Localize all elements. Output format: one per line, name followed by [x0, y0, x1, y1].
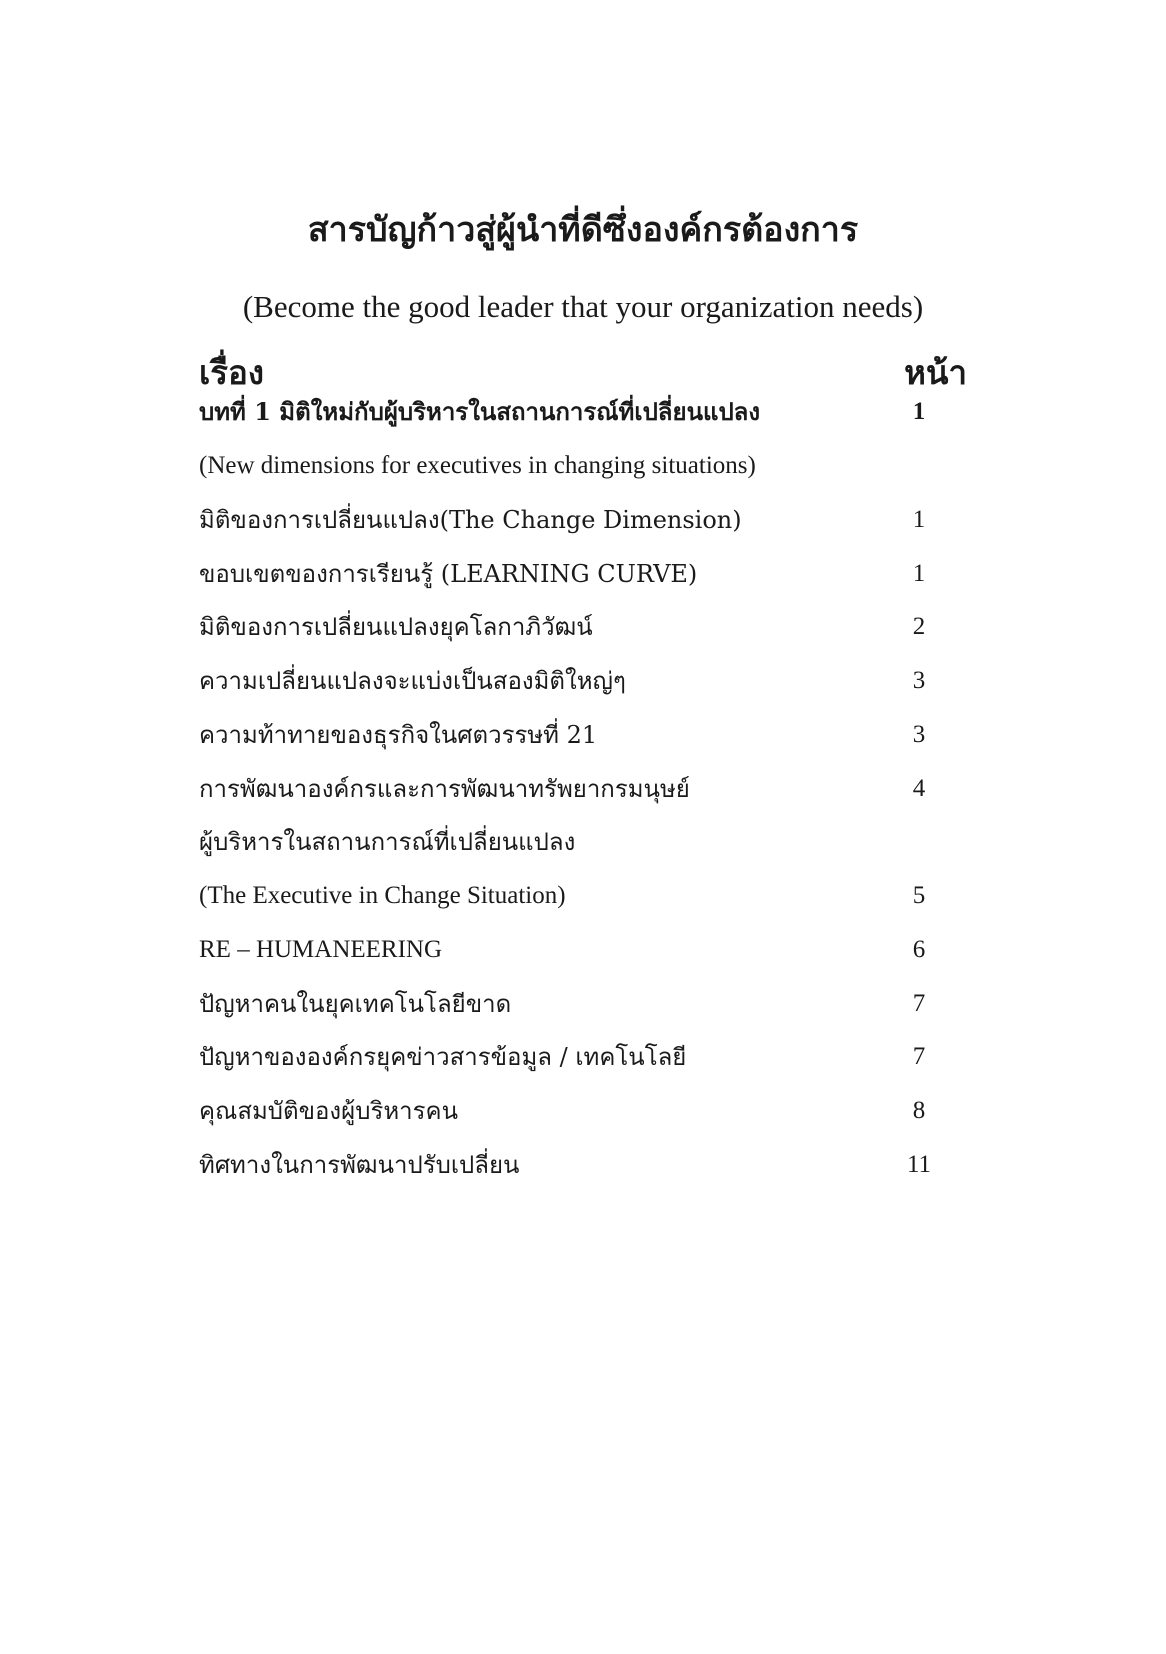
toc-entry-title: (New dimensions for executives in changing situations) — [199, 452, 756, 479]
toc-entry — [199, 711, 939, 759]
toc-entry-page: 5 — [912, 882, 926, 909]
toc-entry-title: (The Executive in Change Situation) — [199, 882, 566, 909]
toc-entry-chapter-1 — [199, 388, 939, 436]
toc-entry-title: RE – HUMANEERING — [199, 936, 443, 963]
toc-entry — [199, 657, 939, 705]
toc-entry-title: ขอบเขตของการเรียนรู้ (LEARNING CURVE) — [199, 560, 698, 588]
toc-entry-page: 4 — [912, 775, 926, 802]
toc-entry — [199, 1087, 939, 1135]
page-column-header: หน้า — [904, 353, 967, 392]
toc-entry-title: มิติของการเปลี่ยนแปลงยุคโลกาภิวัฒน์ — [199, 613, 593, 641]
toc-entry-title: มิติของการเปลี่ยนแปลง(The Change Dimension) — [199, 506, 742, 534]
toc-entry-page: 8 — [912, 1097, 926, 1124]
toc-entry-title: ทิศทางในการพัฒนาปรับเปลี่ยน — [199, 1151, 520, 1179]
page-title: สารบัญก้าวสู่ผู้นำที่ดีซึ่งองค์กรต้องการ — [307, 210, 859, 250]
toc-entry-title: ปัญหาคนในยุคเทคโนโลยีขาด — [199, 990, 512, 1018]
toc-entry-page: 7 — [912, 1043, 926, 1070]
toc-entry — [199, 603, 939, 651]
toc-entry — [199, 550, 939, 598]
toc-entry-page: 7 — [912, 990, 926, 1017]
toc-entry — [199, 442, 939, 490]
toc-entry-title: ความเปลี่ยนแปลงจะแบ่งเป็นสองมิติใหญ่ๆ — [199, 667, 626, 695]
toc-entry-title: ความท้าทายของธุรกิจในศตวรรษที่ 21 — [199, 721, 598, 749]
toc-entry — [199, 926, 939, 974]
toc-entry-title: ผู้บริหารในสถานการณ์ที่เปลี่ยนแปลง — [199, 828, 576, 856]
toc-entry — [199, 1141, 939, 1189]
toc-entry-title: บทที่ 1 มิติใหม่กับผู้บริหารในสถานการณ์ที่เปลี่ยนแปลง — [199, 397, 761, 426]
toc-entry-title: คุณสมบัติของผู้บริหารคน — [199, 1097, 458, 1125]
toc-entry-page: 2 — [912, 613, 926, 640]
toc-entry-page: 3 — [912, 721, 926, 748]
toc-entry-page: 1 — [912, 506, 926, 533]
page-subtitle: (Become the good leader that your organization needs) — [242, 289, 924, 324]
topic-column-header: เรื่อง — [199, 353, 264, 392]
toc-entry — [199, 872, 939, 920]
toc-entry-page: 6 — [912, 936, 926, 963]
toc-entry-page: 11 — [906, 1151, 932, 1178]
toc-entry — [199, 980, 939, 1028]
toc-entry — [199, 818, 939, 866]
toc-entry-page: 1 — [912, 560, 926, 587]
toc-entry — [199, 496, 939, 544]
toc-entry — [199, 1033, 939, 1081]
toc-entry-page: 1 — [912, 398, 926, 425]
toc-entry-title: การพัฒนาองค์กรและการพัฒนาทรัพยากรมนุษย์ — [199, 775, 690, 803]
toc-entry-page: 3 — [912, 667, 926, 694]
toc-entry — [199, 765, 939, 813]
toc-entry-title: ปัญหาขององค์กรยุคข่าวสารข้อมูล / เทคโนโลยี — [199, 1043, 687, 1071]
